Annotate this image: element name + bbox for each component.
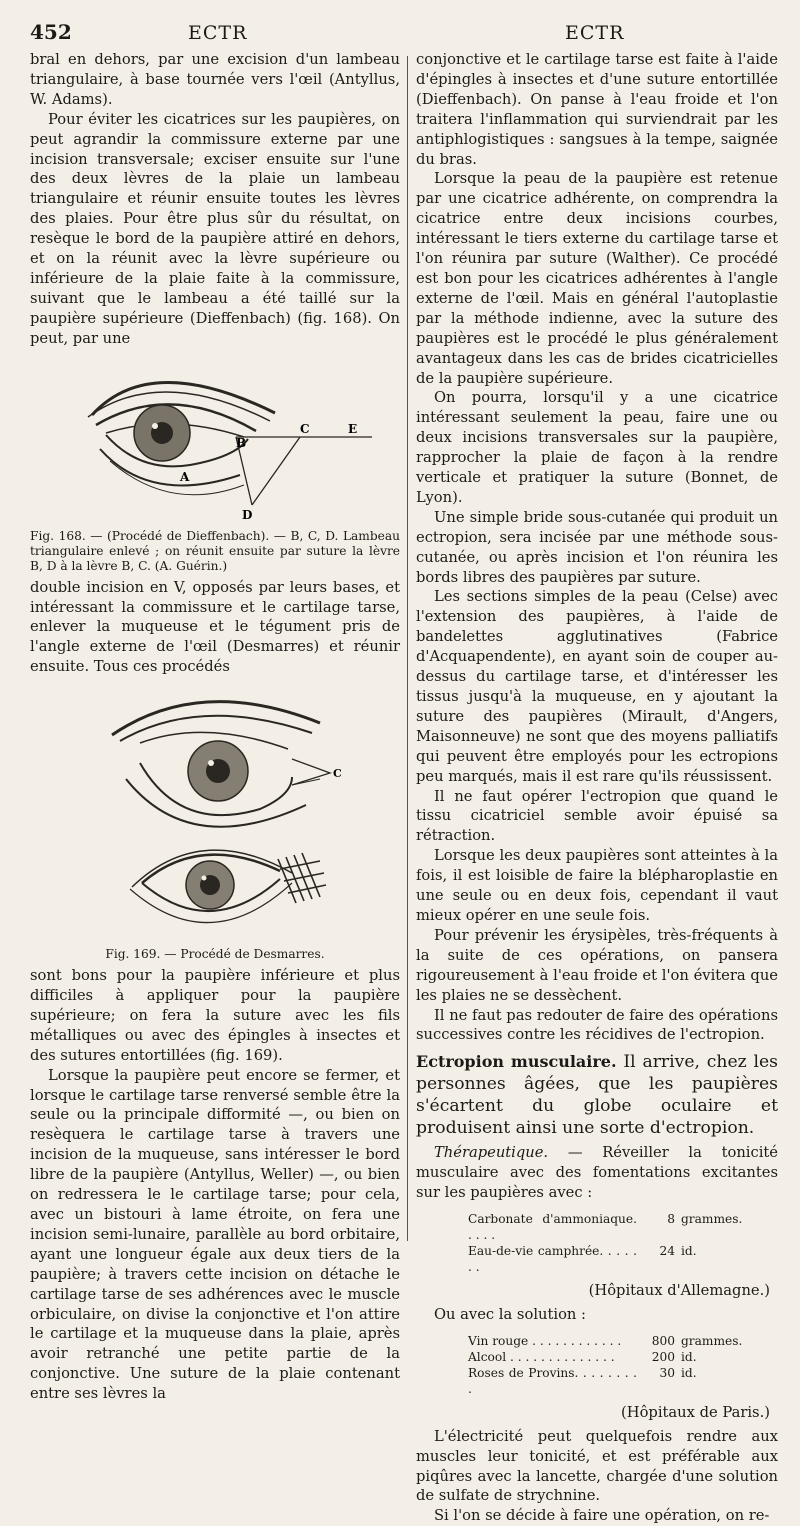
eye-dieffenbach-illustration xyxy=(30,355,400,527)
prescription-row: Alcool . . . . . . . . . . . . . . 200 id. xyxy=(468,1349,697,1364)
section-heading: Ectropion musculaire. xyxy=(416,1052,617,1072)
paragraph: Pour prévenir les érysipèles, très-fréquents à la suite de ces opérations, on pansera rigoureusement à l'eau froide et l'on évitera que les plaies ne se dessèchent. xyxy=(416,926,778,1004)
page-number: 452 xyxy=(30,20,72,44)
figure-label: C xyxy=(333,767,342,781)
paragraph: Si l'on se décide à faire une opération, on re- xyxy=(434,1507,770,1525)
figure-169 xyxy=(30,683,400,962)
figure-label: C xyxy=(300,421,310,436)
therapeutics-label: Thérapeutique. xyxy=(434,1144,549,1162)
column-divider xyxy=(407,56,408,1241)
prescription-row: Carbonate d'ammoniaque. . . . . 8 grammes. xyxy=(468,1212,743,1243)
paragraph: Pour éviter les cicatrices sur les paupières, on peut agrandir la commissure externe par une incision transversale; exciser ensuite sur l'une des deux lèvres de la plaie un lambeau triangulaire et réunir ensuite toutes les lèvres des plaies. Pour être plus sûr du résultat, on resèque le bord de la paupière attiré en dehors, et on la réunit avec la lèvre supérieure ou inférieure de la plaie faite à la commissure, suivant que le lambeau a été taillé sur la paupière supérieure (Dieffenbach) (fig. 168). On peut, par une xyxy=(30,110,400,347)
prescription-row: Vin rouge . . . . . . . . . . . . 800 grammes. xyxy=(468,1333,743,1348)
paragraph: On pourra, lorsqu'il y a une cicatrice intéressant seulement la peau, faire une ou deux incisions transversales sur la paupière, rapprocher la plaie de façon à la rendre verticale et pratiquer la suture (Bonnet, de Lyon). xyxy=(416,389,778,506)
paragraph: Ou avec la solution : xyxy=(434,1305,586,1323)
running-header xyxy=(0,18,800,48)
paragraph: double incision en V, opposés par leurs bases, et intéressant la commissure et le cartilage tarse, enlever la muqueuse et le tégument pris de l'angle externe de l'œil (Desmarres) et réunir ensuite. Tous ces procédés xyxy=(30,578,400,676)
right-running-title: ECTR xyxy=(565,22,625,44)
paragraph: Lorsque la paupière peut encore se fermer, et lorsque le cartilage tarse renversé semble être la seule ou la principale difformité —, ou bien on resèquera le cartilage tarse à travers une incision de la muqueuse, sans intéresser le bord libre de la paupière (Antyllus, Weller) —, ou bien on redressera le le cartilage tarse; pour cela, avec un bistouri à lame étroite, on fera une incision semi-lunaire, parallèle au bord orbitaire, ayant une longueur égale aux deux tiers de la paupière; à travers cette incision on détache le cartilage tarse de ses adhérences avec le muscle orbiculaire, on divise la conjonctive et l'on attire le cartilage et la muqueuse dans la plaie, après avoir retranché une petite partie de la conjonctive. Une suture de la plaie contenant entre ses lèvres la xyxy=(30,1066,400,1403)
figure-label: A xyxy=(180,469,190,484)
figure-label: E xyxy=(348,421,358,436)
prescription-source: (Hôpitaux d'Allemagne.) xyxy=(588,1282,770,1300)
therapeutics-paragraph xyxy=(416,1143,778,1203)
prescription-row: Eau-de-vie camphrée. . . . . . . 24 id. xyxy=(468,1244,697,1275)
paragraph: Il ne faut opérer l'ectropion que quand le tissu cicatriciel semble avoir épuisé sa rétraction. xyxy=(416,787,778,845)
paragraph: Lorsque les deux paupières sont atteintes à la fois, il est loisible de faire la blépharoplastie en une seule ou en deux fois, cependant il vaut mieux opérer en une seule fois. xyxy=(416,847,778,924)
paragraph: Lorsque la peau de la paupière est retenue par une cicatrice adhérente, on comprendra la cicatrice entre deux incisions courbes, intéressant le tiers externe du cartilage tarse et l'on réunira par suture (Walther). Ce procédé est bon pour les cicatrices adhérentes à l'angle externe de l'œil. Mais en général l'autoplastie par la méthode indienne, avec la suture des paupières est le procédé le plus généralement avantageux dans les cas de brides cicatricielles de la paupière supérieure. xyxy=(416,170,778,387)
figure-168 xyxy=(30,355,400,574)
paragraph: conjonctive et le cartilage tarse est faite à l'aide d'épingles à insectes et d'une suture entortillée (Dieffenbach). On panse à l'eau froide et l'on traitera l'inflammation qui surviendrait par les antiphlogistiques : sangsues à la tempe, saignée du bras. xyxy=(416,51,778,168)
right-column xyxy=(416,50,778,1526)
figure-label: D xyxy=(242,507,253,522)
figure-caption: Fig. 168. — (Procédé de Dieffenbach). — B, C, D. Lambeau triangulaire enlevé ; on réunit ensuite par suture la lèvre B, D à la lèvre B, C. (A. Guérin.) xyxy=(30,528,400,573)
left-running-title: ECTR xyxy=(188,22,248,44)
left-column xyxy=(30,50,400,1404)
section-intro xyxy=(416,1051,778,1139)
prescription-1 xyxy=(468,1211,743,1275)
paragraph: sont bons pour la paupière inférieure et plus difficiles à appliquer pour la paupière supérieure; on fera la suture avec les fils métalliques ou avec des épingles à insectes et des sutures entortillées (fig. 169). xyxy=(30,967,400,1064)
eye-desmarres-illustration xyxy=(30,683,400,945)
suture-pins-icon xyxy=(278,853,326,903)
figure-label: B xyxy=(236,435,247,450)
therapeutics-text: — Réveiller la tonicité musculaire avec des fomentations excitantes sur les paupières avec : xyxy=(416,1144,778,1202)
prescription-row: Roses de Provins. . . . . . . . . 30 id. xyxy=(468,1365,697,1396)
paragraph: Les sections simples de la peau (Celse) avec l'extension des paupières, à l'aide de bandelettes agglutinatives (Fabrice d'Acquapendente), en ayant soin de couper au-dessus du cartilage tarse, et d'intéresser les tissus jusqu'à la muqueuse, en y ajoutant la suture des paupières (Mirault, d'Angers, Maisonneuve) ne sont que des moyens palliatifs qui peuvent être employés pour les ectropions peu marqués, mais il est rare qu'ils réussissent. xyxy=(416,588,778,785)
paragraph: L'électricité peut quelquefois rendre aux muscles leur tonicité, et est préférable aux piqûres avec la lancette, chargée d'une solution de sulfate de strychnine. xyxy=(416,1427,778,1505)
section-intro-text: Il arrive, chez les personnes âgées, que les paupières s'écartent du globe oculaire et produisent ainsi une sorte d'ectropion. xyxy=(416,1052,779,1139)
figure-caption: Fig. 169. — Procédé de Desmarres. xyxy=(105,947,325,962)
prescription-2 xyxy=(468,1333,743,1397)
paragraph: bral en dehors, par une excision d'un lambeau triangulaire, à base tournée vers l'œil (Antyllus, W. Adams). xyxy=(30,51,400,108)
prescription-source: (Hôpitaux de Paris.) xyxy=(621,1403,770,1421)
paragraph: Il ne faut pas redouter de faire des opérations successives contre les récidives de l'ectropion. xyxy=(416,1006,778,1044)
paragraph: Une simple bride sous-cutanée qui produit un ectropion, sera incisée par une méthode sous-cutanée, ou après incision et l'on réunira les bords libres des paupières par suture. xyxy=(416,508,778,586)
